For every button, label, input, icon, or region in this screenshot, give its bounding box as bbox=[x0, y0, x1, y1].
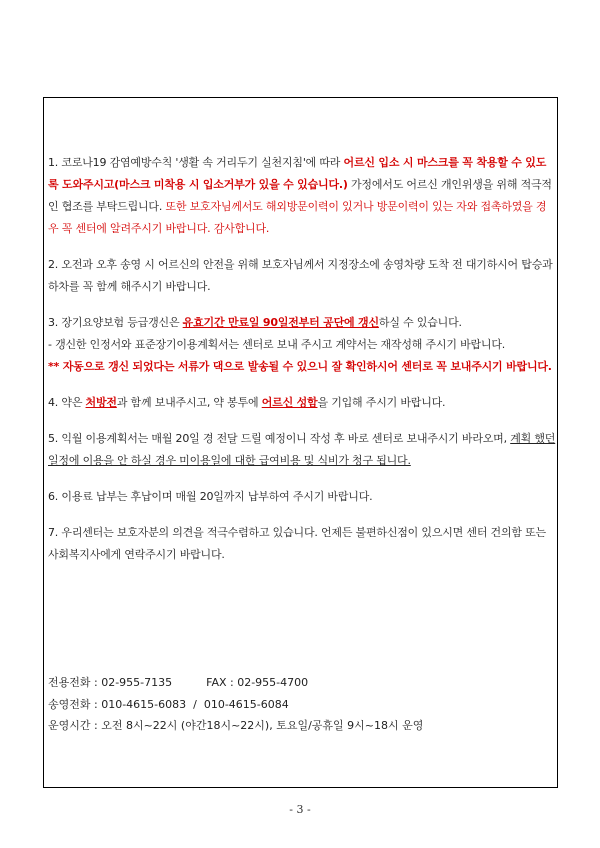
item-3-documents-line: - 갱신한 인정서와 표준장기이용계획서는 센터로 보내 주시고 계약서는 재작성해 주시기 바랍니다. bbox=[48, 338, 506, 351]
bank-account-line: 이용료 입금계좌 : 하나은행 592-910001-65604 bbox=[159, 604, 445, 618]
item-1-travel-notice: 또한 보호자님께서도 해외방문이력이 있거나 방문이력이 있는 자와 접촉하였을 경우 꼭 센터에 알려주시기 바랍니다. 감사합니다. bbox=[48, 200, 547, 235]
item-4-text-cont: 과 함께 보내주시고, 약 봉투에 bbox=[116, 396, 262, 409]
item-1-mask-emphasis: 어르신 입소 시 마스크를 꼭 착용할 수 있도록 도와주시고(마스크 미착용 시 입소거부가 있을 수 있습니다.) bbox=[48, 156, 547, 191]
account-holder-line: (예금주 : 도봉실버데이케어센터) bbox=[211, 623, 393, 637]
notice-item-3 bbox=[48, 312, 556, 378]
contact-info bbox=[48, 672, 556, 737]
notice-item-4 bbox=[48, 392, 556, 414]
item-3-renewal-emphasis: 유효기간 만료일 90일전부터 공단에 갱신 bbox=[182, 316, 379, 329]
shuttle-phone-line: 송영전화 : 010-4615-6083 / 010-4615-6084 bbox=[48, 697, 289, 711]
phone-fax-line bbox=[48, 672, 556, 694]
item-7-text: 7. 우리센터는 보호자분의 의견을 적극수렴하고 있습니다. 언제든 불편하신점이 있으시면 센터 건의함 또는 사회복지사에게 연락주시기 바랍니다. bbox=[48, 526, 546, 561]
phone-number: 전용전화 : 02-955-7135 bbox=[48, 676, 173, 689]
operating-hours-line: 운영시간 : 오전 8시~22시 (야간18시~22시), 토요일/공휴일 9시~18시 운영 bbox=[48, 719, 424, 732]
notice-item-6 bbox=[48, 486, 556, 508]
item-1-text-cont: 가정에서도 어르신 개인위생을 위해 적극적인 협조를 부탁드립니다. bbox=[48, 178, 552, 213]
item-1-text: 1. 코로나19 감염예방수칙 '생활 속 거리두기 실천지침'에 따라 bbox=[48, 156, 344, 169]
page-number: - 3 - bbox=[289, 803, 311, 816]
item-4-text: 4. 약은 bbox=[48, 396, 86, 409]
item-5-billing-emphasis: 계획 했던 일정에 이용을 안 하실 경우 미이용일에 대한 급여비용 및 식비가 청구 됩니다. bbox=[48, 432, 556, 467]
notice-item-1 bbox=[48, 152, 556, 240]
item-3-text-cont: 하실 수 있습니다. bbox=[378, 316, 462, 329]
notice-item-5 bbox=[48, 428, 556, 472]
notice-item-2 bbox=[48, 254, 556, 298]
item-2-text: 2. 오전과 오후 송영 시 어르신의 안전을 위해 보호자님께서 지정장소에 송영차량 도착 전 대기하시어 탑승과 하차를 꼭 함께 해주시기 바랍니다. bbox=[48, 258, 553, 293]
notice-list bbox=[48, 152, 556, 566]
bank-account-notice bbox=[48, 602, 556, 640]
item-4-name-emphasis: 어르신 성함 bbox=[261, 396, 318, 409]
item-3-auto-renewal-warning: ** 자동으로 갱신 되었다는 서류가 댁으로 발송될 수 있으니 잘 확인하시어 센터로 꼭 보내주시기 바랍니다. bbox=[48, 360, 552, 373]
item-3-text: 3. 장기요양보험 등급갱신은 bbox=[48, 316, 183, 329]
item-6-text: 6. 이용료 납부는 후납이며 매월 20일까지 납부하여 주시기 바랍니다. bbox=[48, 490, 373, 503]
notice-item-7 bbox=[48, 522, 556, 566]
item-4-prescription-emphasis: 처방전 bbox=[85, 396, 117, 409]
fax-number: FAX : 02-955-4700 bbox=[206, 676, 309, 689]
item-5-text: 5. 익월 이용계획서는 매월 20일 경 전달 드릴 예정이니 작성 후 바로 센터로 보내주시기 바라오며, bbox=[48, 432, 511, 445]
item-4-text-end: 을 기입해 주시기 바랍니다. bbox=[317, 396, 446, 409]
